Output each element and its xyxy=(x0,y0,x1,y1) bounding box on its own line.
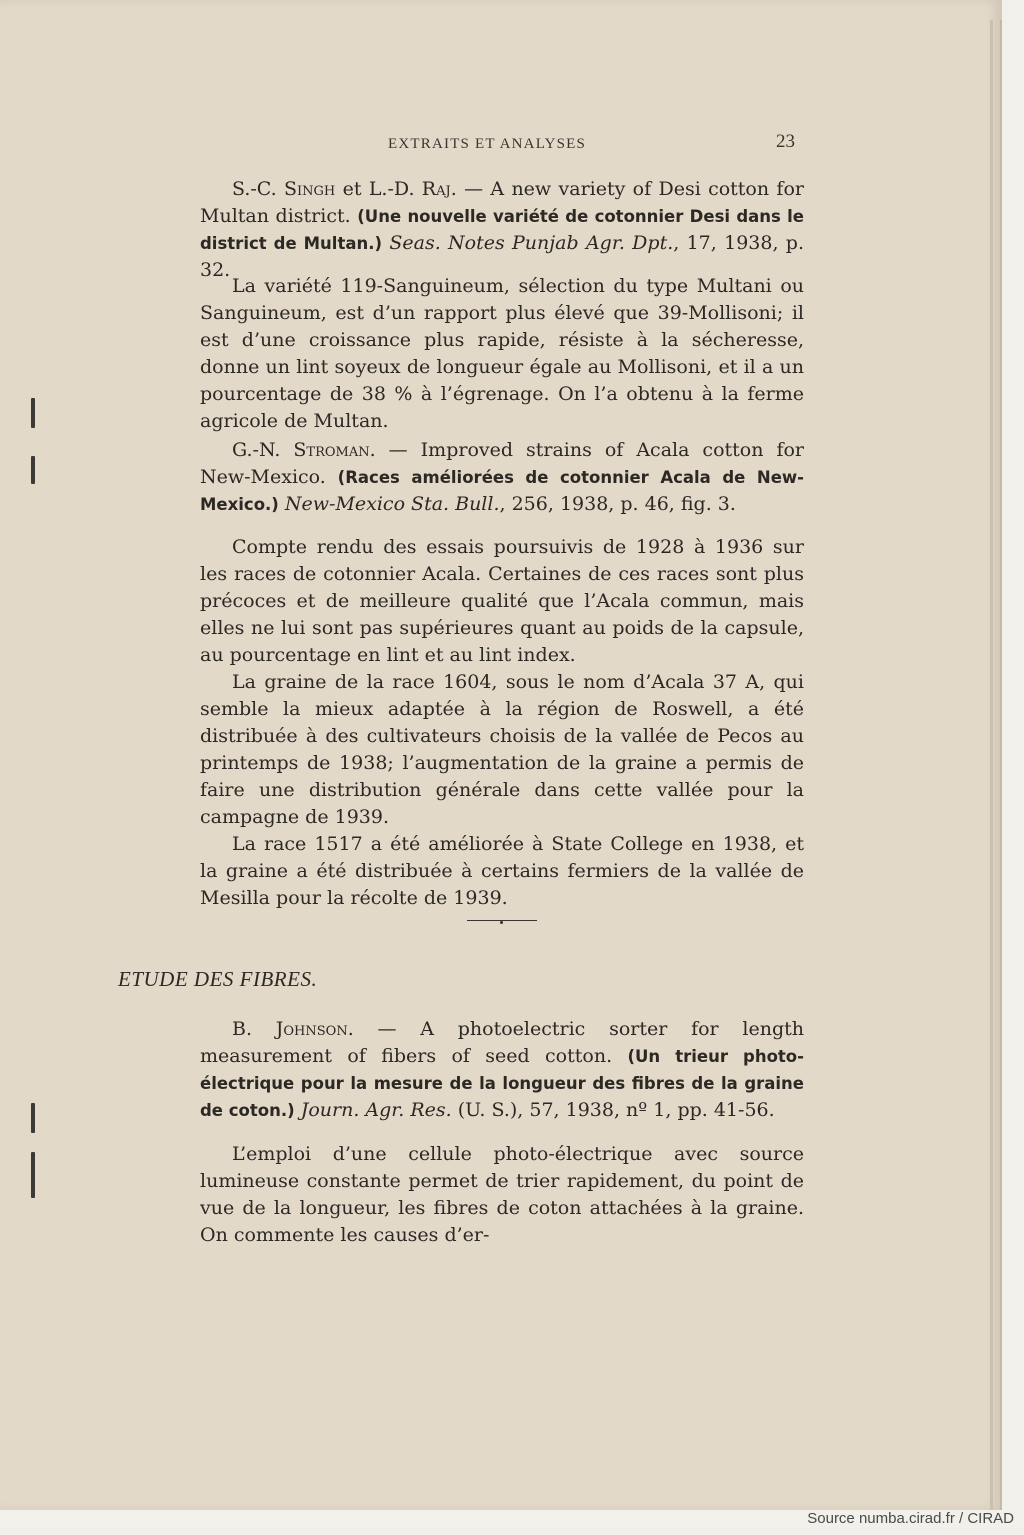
running-head: EXTRAITS ET ANALYSES xyxy=(388,136,587,152)
french-title: (Une nouvelle variété de cotonnier Desi dans le district de Multan.) xyxy=(200,207,804,253)
source-credit: Source numba.cirad.fr / CIRAD xyxy=(807,1510,1014,1527)
entry-abstract xyxy=(200,534,804,912)
entry-citation xyxy=(200,1016,804,1124)
page-edge xyxy=(996,10,998,1510)
binding-stitch-mark xyxy=(31,456,35,484)
author-name: L.-D. Raj xyxy=(368,178,451,200)
english-title: Improved strains of Acala cotton for New-Mexico. xyxy=(200,439,805,488)
abstract-paragraph: L’emploi d’une cellule photo-électrique avec source lumineuse constante permet de trier rapidement, du point de vue de la longueur, les fibres de coton attachées à la graine. On commente les causes d’er- xyxy=(200,1143,804,1246)
citation-details: , 256, 1938, p. 46, fig. 3. xyxy=(499,493,736,515)
separator-dot xyxy=(500,921,503,924)
entry-citation xyxy=(200,437,804,518)
entry-citation xyxy=(200,176,804,284)
author-joiner: et xyxy=(335,178,369,200)
abstract-paragraph: La race 1517 a été améliorée à State College en 1938, et la graine a été distribuée à certains fermiers de la vallée de Mesilla pour la récolte de 1939. xyxy=(200,833,804,909)
page-edge xyxy=(1000,20,1002,1510)
author-name: B. Johnson xyxy=(232,1018,348,1040)
abstract-paragraph: Compte rendu des essais poursuivis de 1928 à 1936 sur les races de cotonnier Acala. Certaines de ces races sont plus précoces et de meilleure qualité que l’Acala commun, mais elles ne lui sont pas supérieures quant au poids de la capsule, au pourcentage en lint et au lint index. xyxy=(200,536,804,666)
author-name: G.-N. Stroman xyxy=(232,439,370,461)
journal-name: Journ. Agr. Res. xyxy=(300,1099,452,1121)
page-number: 23 xyxy=(776,131,795,152)
french-title: (Races améliorées de cotonnier Acala de New-Mexico.) xyxy=(200,468,804,514)
citation-dash: . — xyxy=(450,178,491,200)
binding-stitch-mark xyxy=(31,398,35,428)
entry-abstract xyxy=(200,1141,804,1249)
page-edge xyxy=(990,20,993,1510)
french-title: (Un trieur photo-électrique pour la mesure de la longueur des fibres de la graine de coton.) xyxy=(200,1047,804,1120)
english-title: A photoelectric sorter for length measurement of fibers of seed cotton. xyxy=(200,1018,804,1067)
citation-details: , 17, 1938, p. 32. xyxy=(200,232,804,281)
entry-abstract xyxy=(200,273,804,435)
citation-details: (U. S.), 57, 1938, nº 1, pp. 41-56. xyxy=(451,1099,775,1121)
section-heading: ETUDE DES FIBRES. xyxy=(118,967,318,991)
section-separator xyxy=(467,918,537,924)
english-title: A new variety of Desi cotton for Multan district. xyxy=(200,178,804,227)
abstract-paragraph: La graine de la race 1604, sous le nom d’Acala 37 A, qui semble la mieux adaptée à la région de Roswell, a été distribuée à des cultivateurs choisis de la vallée de Pecos au printemps de 1938; l’augmentation de la graine a permis de faire une distribution générale dans cette vallée pour la campagne de 1939. xyxy=(200,671,804,828)
citation-dash: . — xyxy=(369,439,421,461)
binding-stitch-mark xyxy=(31,1152,35,1198)
citation-dash: . — xyxy=(347,1018,421,1040)
abstract-paragraph: La variété 119-Sanguineum, sélection du type Multani ou Sanguineum, est d’un rapport plus élevé que 39-Mollisoni; il est d’une croissance plus rapide, résiste à la sécheresse, donne un lint soyeux de longueur égale au Mollisoni, et il a un pourcentage de 38 % à l’égrenage. On l’a obtenu à la ferme agricole de Multan. xyxy=(200,275,804,432)
journal-name: Seas. Notes Punjab Agr. Dpt. xyxy=(389,232,674,254)
binding-stitch-mark xyxy=(31,1103,35,1133)
author-name: S.-C. Singh xyxy=(232,178,336,200)
journal-name: New-Mexico Sta. Bull. xyxy=(284,493,500,515)
